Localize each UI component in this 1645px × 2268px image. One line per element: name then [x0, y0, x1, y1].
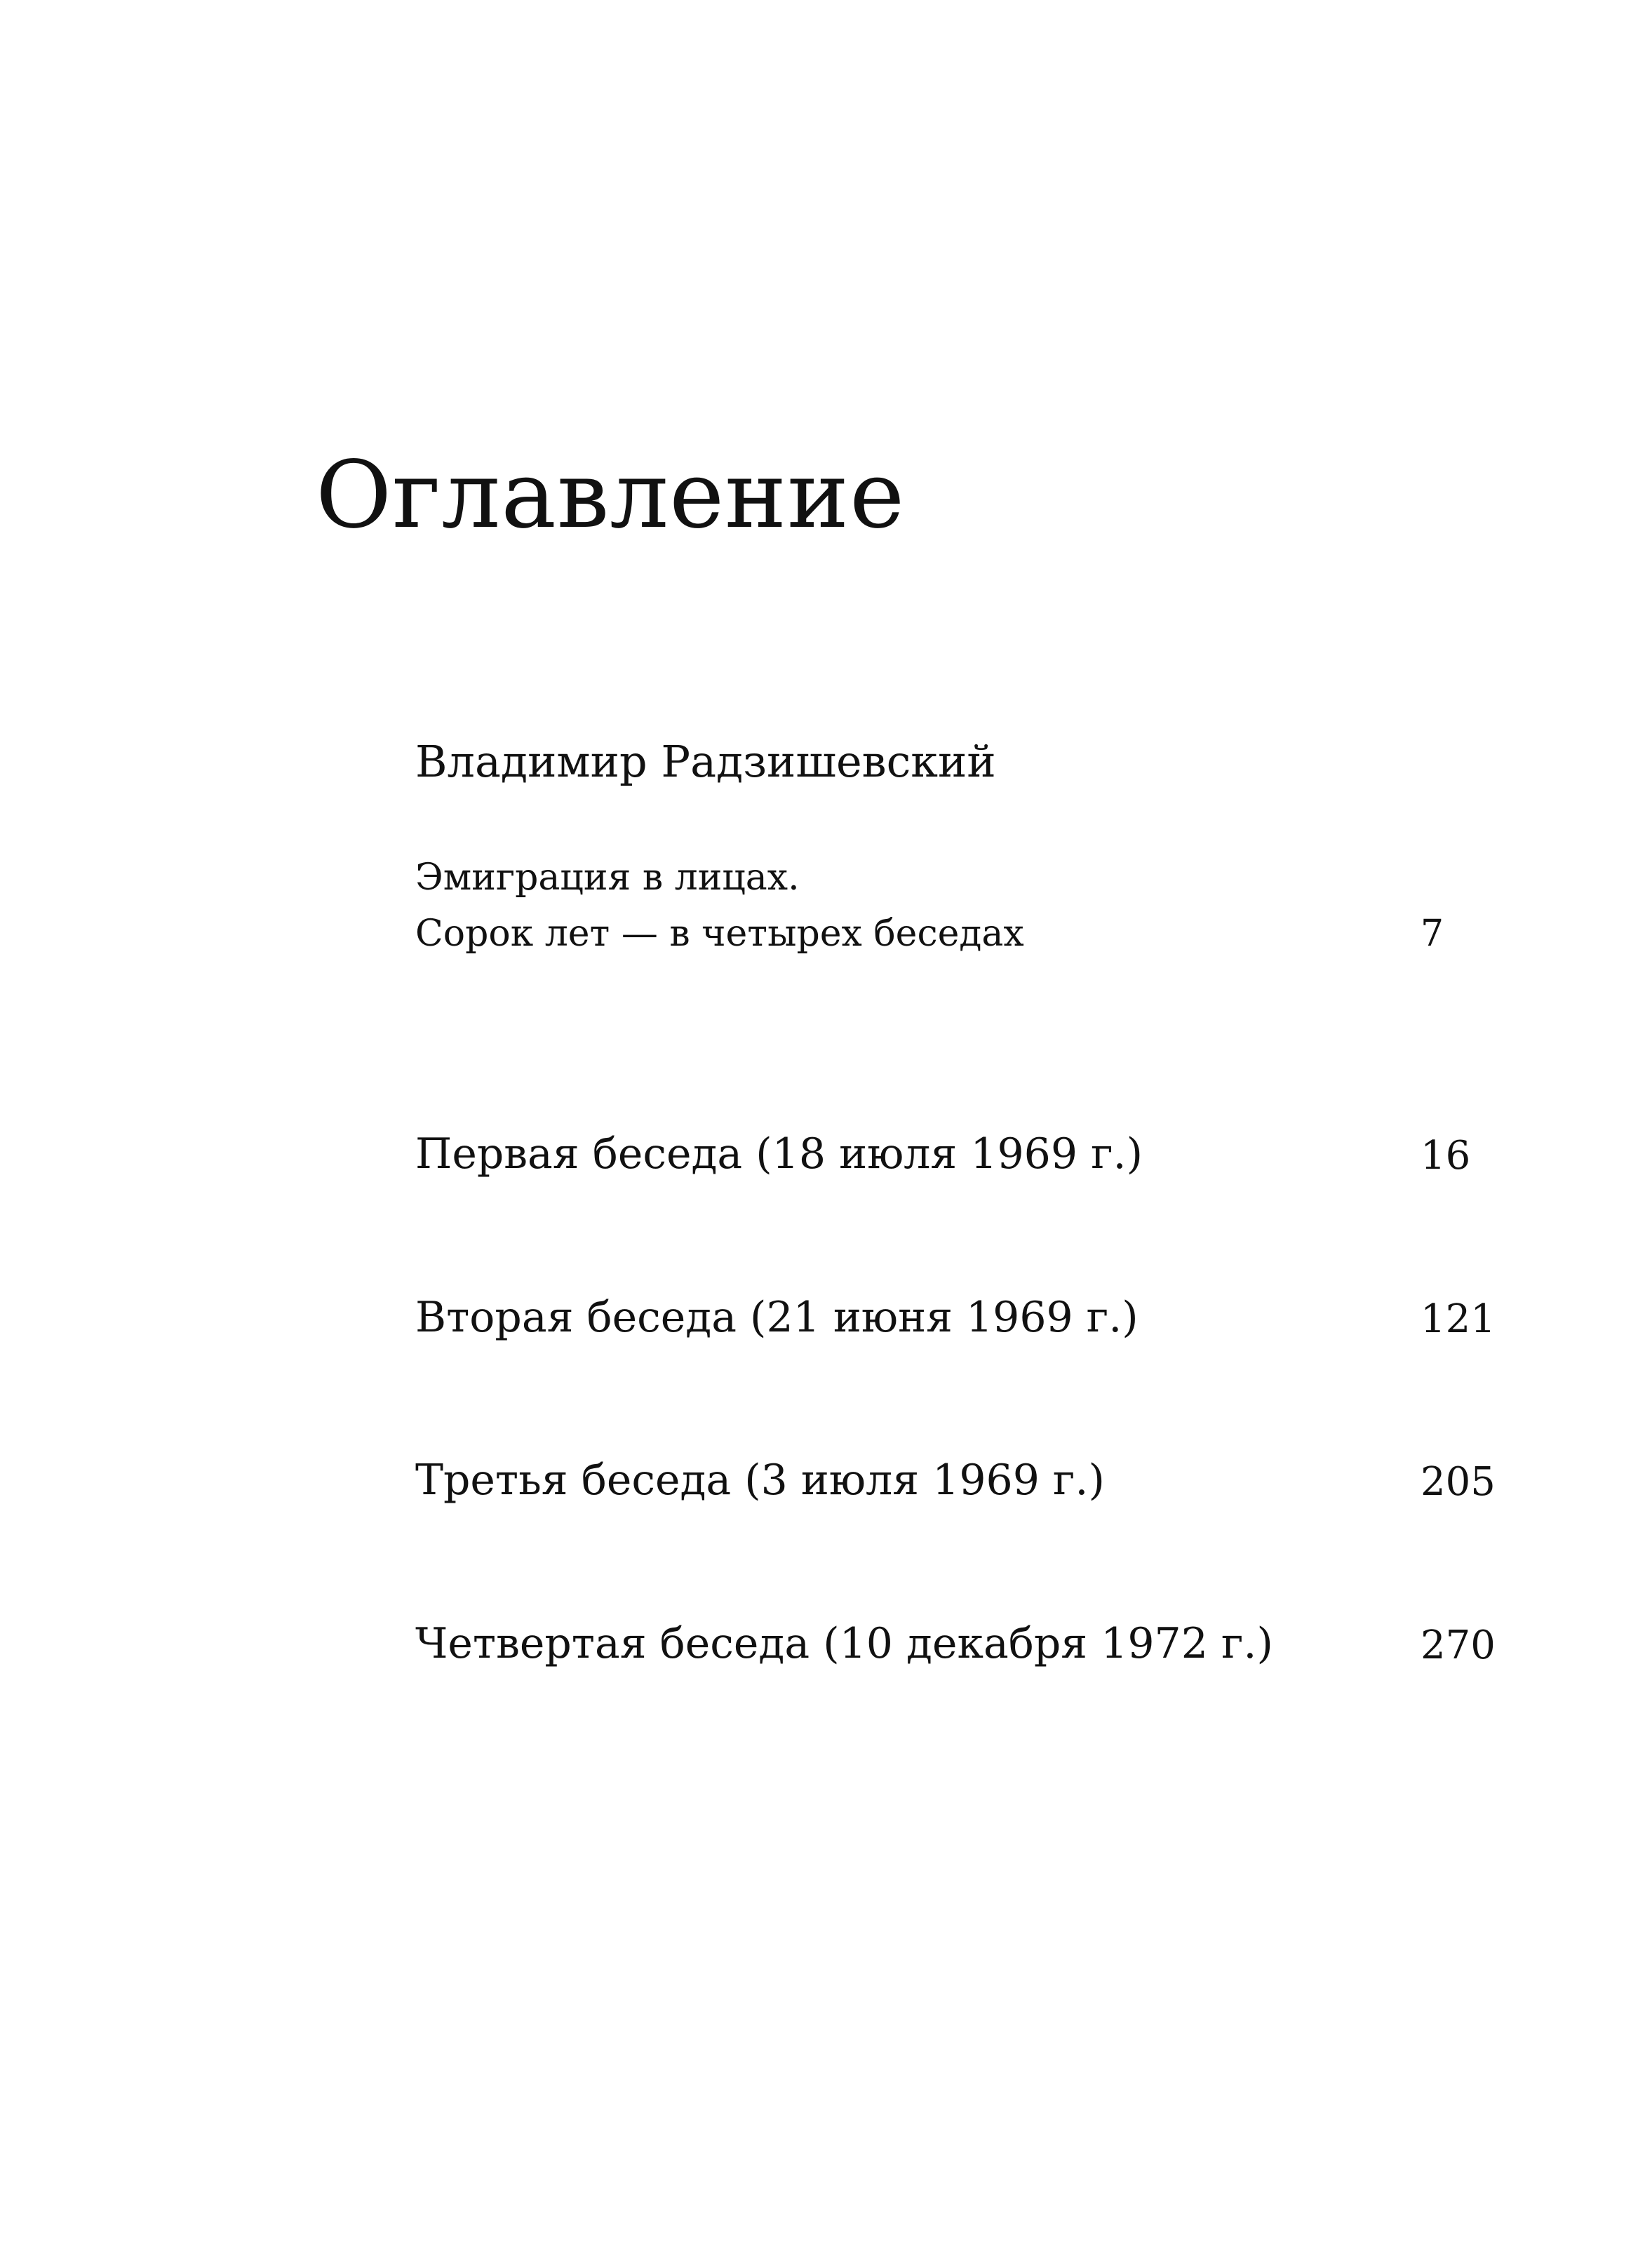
toc-intro-line-2: Сорок лет — в четырех беседах [415, 913, 1024, 955]
toc-entry-title: Четвертая беседа (10 декабря 1972 г.) [415, 1619, 1273, 1668]
toc-entry-title: Первая беседа (18 июля 1969 г.) [415, 1129, 1143, 1179]
toc-intro-line-1: Эмиграция в лицах. [415, 857, 800, 899]
toc-intro-page-number: 7 [1421, 913, 1444, 955]
toc-entry-page-number: 270 [1421, 1623, 1496, 1668]
page-title: Оглавление [316, 441, 906, 549]
toc-entry-title: Третья беседа (3 июля 1969 г.) [415, 1456, 1105, 1505]
toc-entry-page-number: 16 [1421, 1133, 1471, 1179]
toc-entry-page-number: 121 [1421, 1296, 1496, 1342]
toc-entry-page-number: 205 [1421, 1459, 1496, 1505]
author-name: Владимир Радзишевский [415, 736, 996, 787]
toc-entry-title: Вторая беседа (21 июня 1969 г.) [415, 1293, 1139, 1342]
